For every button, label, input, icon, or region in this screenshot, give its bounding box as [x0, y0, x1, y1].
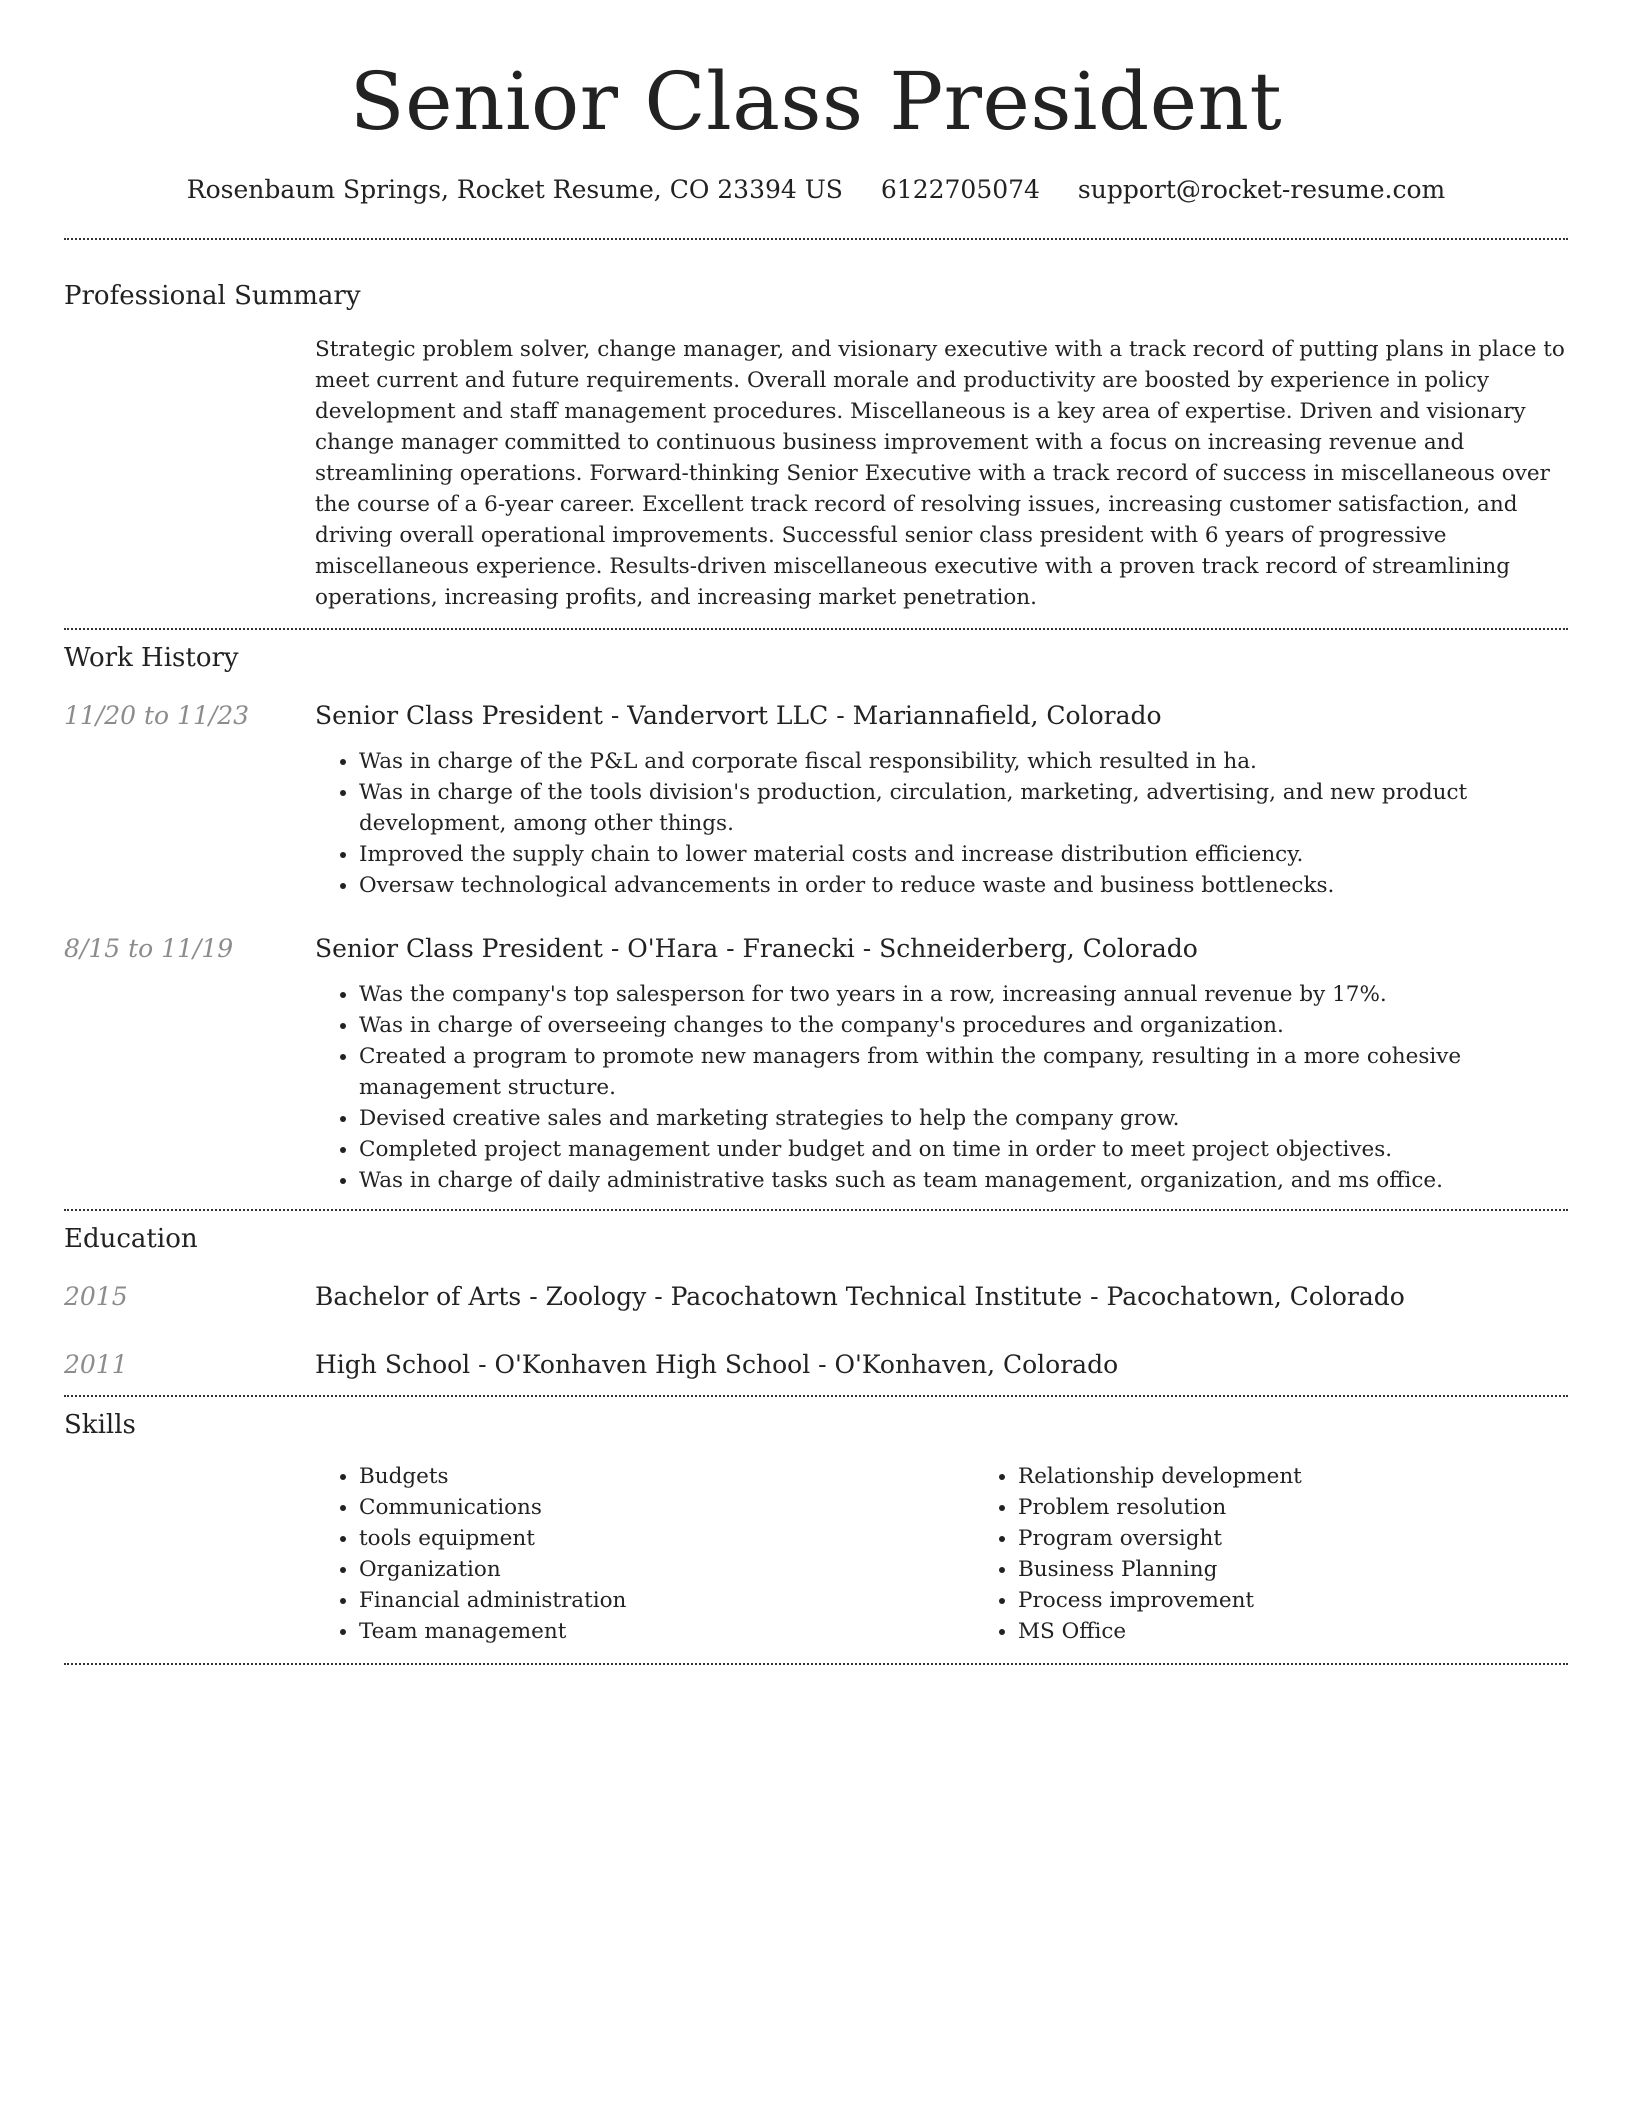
contact-address: Rosenbaum Springs, Rocket Resume, CO 23394 US [186, 175, 843, 204]
education-degree: High School [315, 1350, 471, 1379]
education-entry [64, 1279, 1568, 1315]
job-entry [64, 931, 1568, 1196]
list-item: • tools equipment [359, 1523, 974, 1554]
list-item: • Was in charge of overseeing changes to the company's procedures and organization. [359, 1010, 1568, 1041]
summary-spacer [64, 334, 315, 613]
job-entry [64, 698, 1568, 901]
education-school: - Pacochatown Technical Institute - Pacochatown, Colorado [646, 1282, 1405, 1311]
list-item: • Process improvement [1018, 1585, 1568, 1616]
job-title: Senior Class President - O'Hara - Franecki - Schneiderberg, Colorado [315, 934, 1198, 963]
skills-section [64, 1397, 1568, 1663]
education-year: 2011 [64, 1350, 128, 1379]
skills-list-left [315, 1461, 974, 1647]
summary-text: Strategic problem solver, change manager, and visionary executive with a track record of putting plans in place to meet current and future requirements. Overall morale and productivity are boosted by experience in policy development and staff management procedures. Miscellaneous is a key area of expertise. Driven and visionary change manager committed to continuous business improvement with a focus on increasing revenue and streamlining operations. Forward-thinking Senior Executive with a track record of success in miscellaneous over the course of a 6-year career. Excellent track record of resolving issues, increasing customer satisfaction, and driving overall operational improvements. Successful senior class president with 6 years of progressive miscellaneous experience. Results-driven miscellaneous executive with a proven track record of streamlining operations, increasing profits, and increasing market penetration. [315, 337, 1565, 610]
list-item: • Business Planning [1018, 1554, 1568, 1585]
list-item: • Was the company's top salesperson for two years in a row, increasing annual revenue by 17%. [359, 979, 1568, 1010]
list-item: • Financial administration [359, 1585, 974, 1616]
summary-title: Professional Summary [64, 281, 361, 311]
list-item: • Organization [359, 1554, 974, 1585]
work-history-title: Work History [64, 643, 239, 673]
candidate-name: Senior Class President [349, 55, 1283, 148]
job-bullets [315, 746, 1568, 901]
education-title: Education [64, 1224, 198, 1254]
list-item: • Completed project management under budget and on time in order to meet project objectives. [359, 1134, 1568, 1165]
list-item: • Created a program to promote new managers from within the company, resulting in a more cohesive management structure. [359, 1041, 1568, 1103]
list-item: • Relationship development [1018, 1461, 1568, 1492]
list-item: • Was in charge of the P&L and corporate fiscal responsibility, which resulted in ha. [359, 746, 1568, 777]
education-school: - O'Konhaven High School - O'Konhaven, Colorado [470, 1350, 1119, 1379]
job-bullets [315, 979, 1568, 1196]
list-item: • Team management [359, 1616, 974, 1647]
job-dates: 8/15 to 11/19 [64, 934, 234, 963]
skills-spacer [64, 1461, 315, 1647]
list-item: • Was in charge of daily administrative tasks such as team management, organization, and ms office. [359, 1165, 1568, 1196]
education-section [64, 1211, 1568, 1395]
education-degree: Bachelor of Arts - Zoology [315, 1282, 647, 1311]
list-item: • Communications [359, 1492, 974, 1523]
contact-email: support@rocket-resume.com [1077, 175, 1446, 204]
list-item: • Improved the supply chain to lower material costs and increase distribution efficiency. [359, 839, 1568, 870]
summary-section [64, 240, 1568, 628]
skills-title: Skills [64, 1410, 136, 1440]
list-item: • MS Office [1018, 1616, 1568, 1647]
list-item: • Devised creative sales and marketing strategies to help the company grow. [359, 1103, 1568, 1134]
list-item: • Problem resolution [1018, 1492, 1568, 1523]
contact-info [64, 172, 1568, 208]
list-item: • Was in charge of the tools division's production, circulation, marketing, advertising, and new product development, among other things. [359, 777, 1568, 839]
work-history-section [64, 630, 1568, 1209]
education-year: 2015 [64, 1282, 128, 1311]
skills-list-right [974, 1461, 1568, 1647]
list-item: • Oversaw technological advancements in order to reduce waste and business bottlenecks. [359, 870, 1568, 901]
job-dates: 11/20 to 11/23 [64, 701, 250, 730]
list-item: • Program oversight [1018, 1523, 1568, 1554]
job-title: Senior Class President - Vandervort LLC - Mariannafield, Colorado [315, 701, 1162, 730]
contact-phone: 6122705074 [880, 175, 1040, 204]
education-entry [64, 1347, 1568, 1383]
list-item: • Budgets [359, 1461, 974, 1492]
divider [64, 1663, 1568, 1665]
